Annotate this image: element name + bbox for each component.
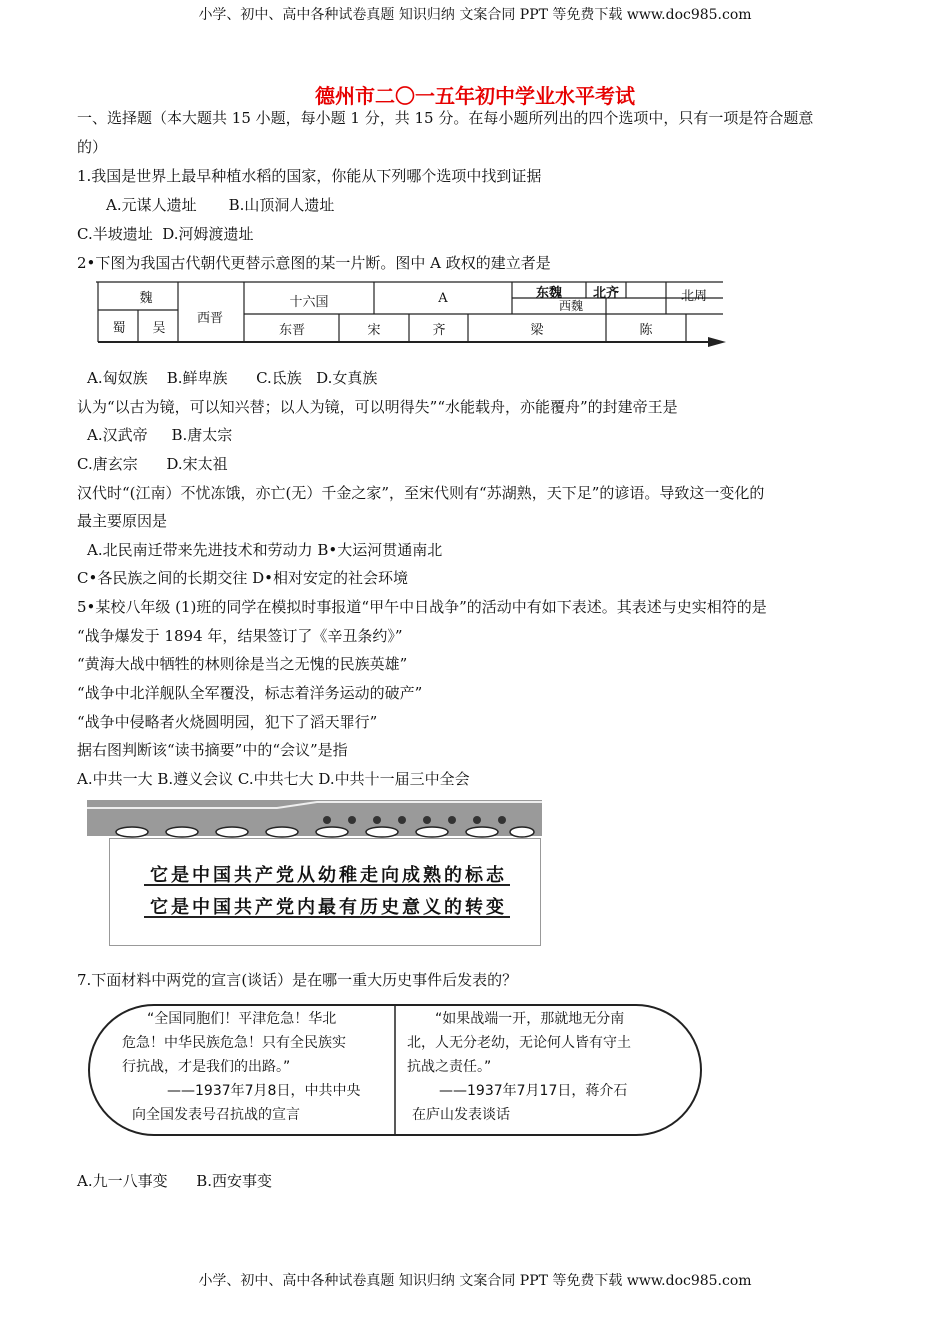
q5-statement-4: “战争中侵略者火烧圆明园，犯下了滔天罪行” — [77, 713, 378, 731]
quote-right-3: 抗战之责任。” — [407, 1059, 492, 1075]
exam-title: 德州市二〇一五年初中学业水平考试 — [315, 84, 635, 108]
quote-left-3: 行抗战，才是我们的出路。” — [122, 1059, 291, 1075]
section-instructions-1: 一、选择题（本大题共 15 小题，每小题 1 分，共 15 分。在每小题所列出的四个选项中，只有一项是符合题意 — [77, 109, 814, 127]
q2-option-d: D.女真族 — [316, 369, 378, 387]
q7-option-a: A.九一八事变 — [77, 1172, 168, 1190]
q5-statement-1: “战争爆发于 1894 年，结果签订了《辛丑条约》” — [77, 627, 403, 645]
q3-options-cd — [77, 454, 897, 474]
q2-option-a: A.匈奴族 — [87, 369, 148, 387]
tl-dongjin: 东晋 — [278, 323, 305, 338]
q2-options — [87, 368, 907, 388]
q5-statement-2: “黄海大战中牺牲的林则徐是当之无愧的民族英雄” — [77, 655, 408, 673]
quote-left-2: 危急！中华民族危急！只有全民族实 — [122, 1035, 346, 1051]
q2-option-b: B.鲜卑族 — [166, 369, 228, 387]
tl-shiliuguo: 十六国 — [289, 295, 329, 310]
q2-option-c: C.氐族 — [256, 369, 302, 387]
q7-stem: 7.下面材料中两党的宣言(谈话）是在哪一重大历史事件后发表的？ — [77, 971, 518, 989]
tl-wu: 吴 — [152, 321, 166, 336]
tl-chen: 陈 — [639, 323, 653, 338]
page-footer: 小学、初中、高中各种试卷真题 知识归纳 文案合同 PPT 等免费下载 www.doc985.com — [198, 1273, 752, 1289]
q3-option-d: D.宋太祖 — [166, 455, 228, 473]
quote-right-2: 北，人无分老幼，无论何人皆有守土 — [407, 1035, 631, 1051]
q5-statement-3: “战争中北洋舰队全军覆没，标志着洋务运动的破产” — [77, 684, 423, 702]
quote-right-4: ——1937年7月17日，蒋介石 — [439, 1083, 628, 1099]
notes-underlines — [110, 839, 540, 945]
tl-shu: 蜀 — [112, 321, 126, 336]
q3-stem: 认为“以古为镜，可以知兴替；以人为镜，可以明得失”“水能载舟，亦能覆舟”的封建帝王是 — [77, 398, 678, 416]
q3-option-b: B.唐太宗 — [171, 426, 233, 444]
tl-xiwei: 西魏 — [558, 299, 583, 313]
q3-options-ab — [87, 425, 907, 445]
q1-stem: 1.我国是世界上最早种植水稻的国家，你能从下列哪个选项中找到证据 — [77, 167, 542, 185]
q2-stem: 2•下图为我国古代朝代更替示意图的某一片断。图中 A 政权的建立者是 — [77, 254, 551, 272]
quote-left-4: ——1937年7月8日，中共中央 — [167, 1083, 361, 1099]
q4-stem-1: 汉代时“(江南）不忧冻饿，亦亡(无）千金之家”，至宋代则有“苏湖熟，天下足”的谚语。导致这一变化的 — [77, 484, 765, 502]
dynasty-timeline — [96, 280, 726, 350]
q5-stem: 5•某校八年级 (1)班的同学在模拟时事报道“甲午中日战争”的活动中有如下表述。其表述与史实相符的是 — [77, 598, 767, 616]
q6-stem: 据右图判断该“读书摘要”中的“会议”是指 — [77, 741, 348, 759]
q1-option-d: D.河姆渡遗址 — [162, 225, 254, 243]
tl-song: 宋 — [367, 323, 381, 338]
tl-qi: 齐 — [432, 323, 446, 338]
q4-options-ab: A.北民南迁带来先进技术和劳动力 B•大运河贯通南北 — [87, 541, 443, 559]
tl-liang: 梁 — [530, 323, 544, 338]
q7-option-b: B.西安事变 — [196, 1172, 273, 1190]
q1-options-ab — [106, 195, 926, 215]
notes-line-2: 它是中国共产党内最有历史意义的转变 — [150, 897, 507, 918]
page-header: 小学、初中、高中各种试卷真题 知识归纳 文案合同 PPT 等免费下载 www.doc985.com — [198, 7, 752, 23]
scroll-ornament-icons — [87, 800, 542, 840]
q3-option-c: C.唐玄宗 — [77, 455, 138, 473]
quote-right-5: 在庐山发表谈话 — [412, 1107, 510, 1123]
quote-right-1: “如果战端一开，那就地无分南 — [435, 1011, 625, 1027]
reading-notes-figure — [87, 800, 542, 952]
notes-panel — [109, 838, 541, 946]
tl-xijin: 西晋 — [196, 311, 223, 326]
tl-dongwei: 东魏 — [535, 286, 562, 301]
q3-option-a: A.汉武帝 — [87, 426, 148, 444]
q1-option-b: B.山顶洞人遗址 — [228, 196, 335, 214]
q6-options: A.中共一大 B.遵义会议 C.中共七大 D.中共十一届三中全会 — [77, 770, 470, 788]
tl-a: A — [438, 291, 448, 306]
q4-options-cd: C•各民族之间的长期交往 D•相对安定的社会环境 — [77, 569, 408, 587]
quotes-figure — [77, 995, 712, 1140]
tl-beizhou: 北周 — [680, 289, 707, 304]
q1-option-c: C.半坡遗址 — [77, 225, 153, 243]
tl-wei: 魏 — [139, 291, 153, 306]
q7-options — [77, 1171, 897, 1191]
q4-stem-2: 最主要原因是 — [77, 512, 168, 530]
q1-options-cd — [77, 224, 897, 244]
q1-option-a: A.元谋人遗址 — [106, 196, 197, 214]
notes-line-1: 它是中国共产党从幼稚走向成熟的标志 — [150, 865, 507, 886]
quote-left-5: 向全国发表号召抗战的宣言 — [132, 1107, 300, 1123]
quote-left-1: “全国同胞们！平津危急！华北 — [147, 1011, 337, 1027]
section-instructions-2: 的） — [77, 138, 108, 156]
tl-beiqi: 北齐 — [592, 286, 619, 301]
